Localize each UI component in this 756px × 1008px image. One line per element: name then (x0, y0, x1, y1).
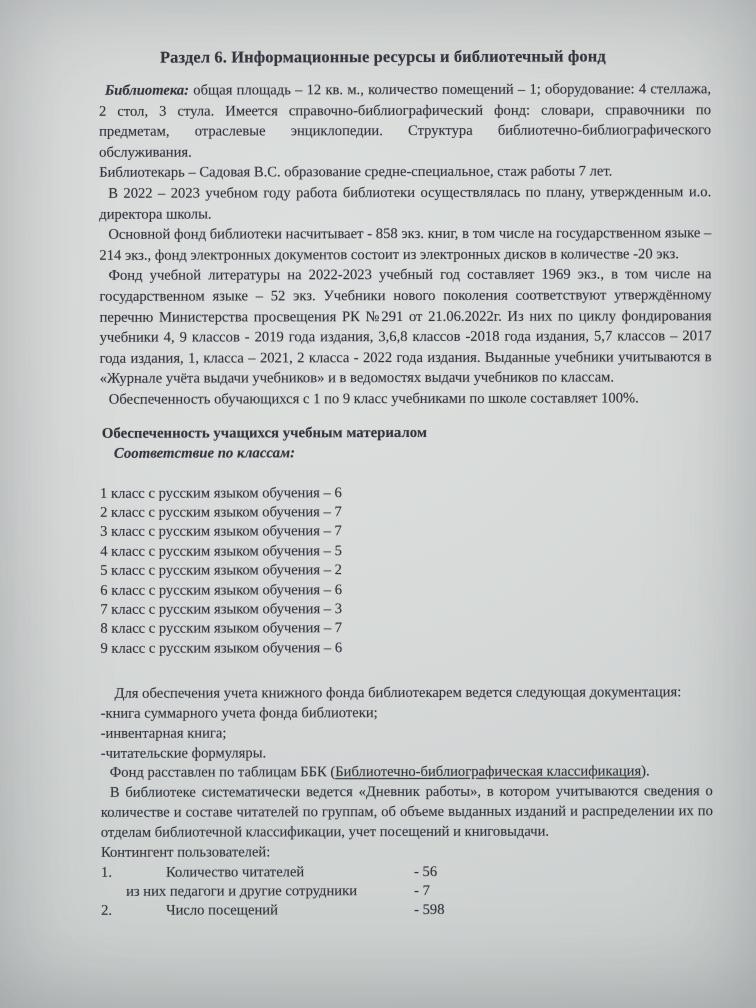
row-number: 1. (101, 865, 112, 882)
row-label: Количество читателей (166, 864, 305, 881)
table-row (101, 881, 713, 901)
row-label: из них педагоги и другие сотрудники (126, 883, 358, 900)
row-label: Число посещений (166, 901, 278, 919)
records-section (101, 683, 714, 920)
paragraph-textbook-fund: Фонд учебной литературы на 2022-2023 учебный год составляет 1969 экз., в том числе на государственном языке – 52 экз. Учебники нового поколения соответствуют утверждённому перечню Министерства просвещения РК №291 от 21.06.2022г. Из них по циклу фондирования учебники 4, 9 классов - 2019 года издания, 3,6,8 классов -2018 года издания, 5,7 классов – 2017 года издания, 1, класса – 2021, 2 класса - 2022 года издания. Выданные учебники учитываются в «Журнале учёта выдачи учебников» и в ведомостях выдачи учебников по классам. (99, 266, 712, 388)
list-item: 1 класс с русским языком обучения – 6 (100, 484, 342, 502)
provision-heading: Обеспеченность учащихся учебным материалом (101, 424, 427, 442)
list-item: 6 класс с русским языком обучения – 6 (100, 581, 343, 599)
paragraph-librarian: Библиотекарь – Садовая В.С. образование средне-специальное, стаж работы 7 лет. (99, 163, 613, 182)
list-item: 8 класс с русским языком обучения – 7 (100, 620, 343, 638)
list-item: 3 класс с русским языком обучения – 7 (100, 523, 342, 541)
list-item: 4 класс с русским языком обучения – 5 (100, 542, 342, 560)
class-support-list (100, 483, 712, 659)
list-item: 2 класс с русским языком обучения – 7 (100, 504, 342, 521)
paragraph-diary: В библиотеке систематически ведется «Дневник работы», в котором учитываются сведения о количестве и составе читателей по группам, об объеме выданных изданий и распределении их по отделам библиотечной классификации, учет посещений и книговыдачи. (100, 783, 713, 841)
provision-subheading: Соответствие по классам: (113, 444, 296, 462)
row-value: - 598 (414, 901, 445, 918)
paragraph-provision-100: Обеспеченность обучающихся с 1 по 9 класс учебниками по школе составляет 100%. (108, 390, 639, 408)
paragraph-bbk (101, 763, 713, 784)
users-heading: Контингент пользователей: (100, 843, 271, 861)
row-number: 2. (101, 902, 113, 919)
row-value: - 56 (413, 864, 438, 881)
row-value: - 7 (414, 882, 430, 899)
list-item: 7 класс с русским языком обучения – 3 (100, 601, 343, 618)
doc-list-item: -инвентарная книга; (100, 725, 227, 742)
paragraph-plan: В 2022 – 2023 учебном году работа библиотеки осуществлялась по плану, утвержденным и.о. директора школы. (99, 184, 712, 223)
section-title: Раздел 6. Информационные ресурсы и библиотечный фонд (159, 46, 606, 67)
paragraph-main-fund: Основной фонд библиотеки насчитывает - 858 экз. книг, в том числе на государственном языке –214 экз., фонд электронных документов состоит из электронных дисков в количестве -20 экз. (99, 225, 712, 264)
table-row (101, 863, 713, 883)
table-row (101, 900, 713, 920)
doc-list-item: -читательские формуляры. (100, 744, 267, 762)
users-table (101, 863, 713, 920)
paragraph-library (99, 79, 711, 163)
bbk-tail: ). (641, 763, 650, 780)
list-item: 5 класс с русским языком обучения – 2 (100, 562, 342, 579)
library-term: Библиотека: (104, 82, 190, 99)
document-page (99, 45, 713, 920)
list-item: 9 класс с русским языком обучения – 6 (100, 639, 343, 657)
paragraph-documentation: Для обеспечения учета книжного фонда библиотекарем ведется следующая документация: (114, 684, 682, 702)
intro-paragraphs (99, 79, 712, 410)
doc-list-item: -книга суммарного учета фонда библиотеки; (100, 705, 378, 722)
library-text: общая площадь – 12 кв. м., количество помещений – 1; оборудование: 4 стеллажа, 2 стол, 3 стула. Имеется справочно-библиографический фонд: словари, справочники по предметам, отраслевые энциклопедии. Структура библиотечно-библиографического обслуживания. (99, 81, 712, 161)
bbk-underlined-term: Библиотечно-библиографическая классификация (335, 763, 642, 781)
bbk-lead: Фонд расставлен по таблицам ББК ( (109, 764, 336, 782)
